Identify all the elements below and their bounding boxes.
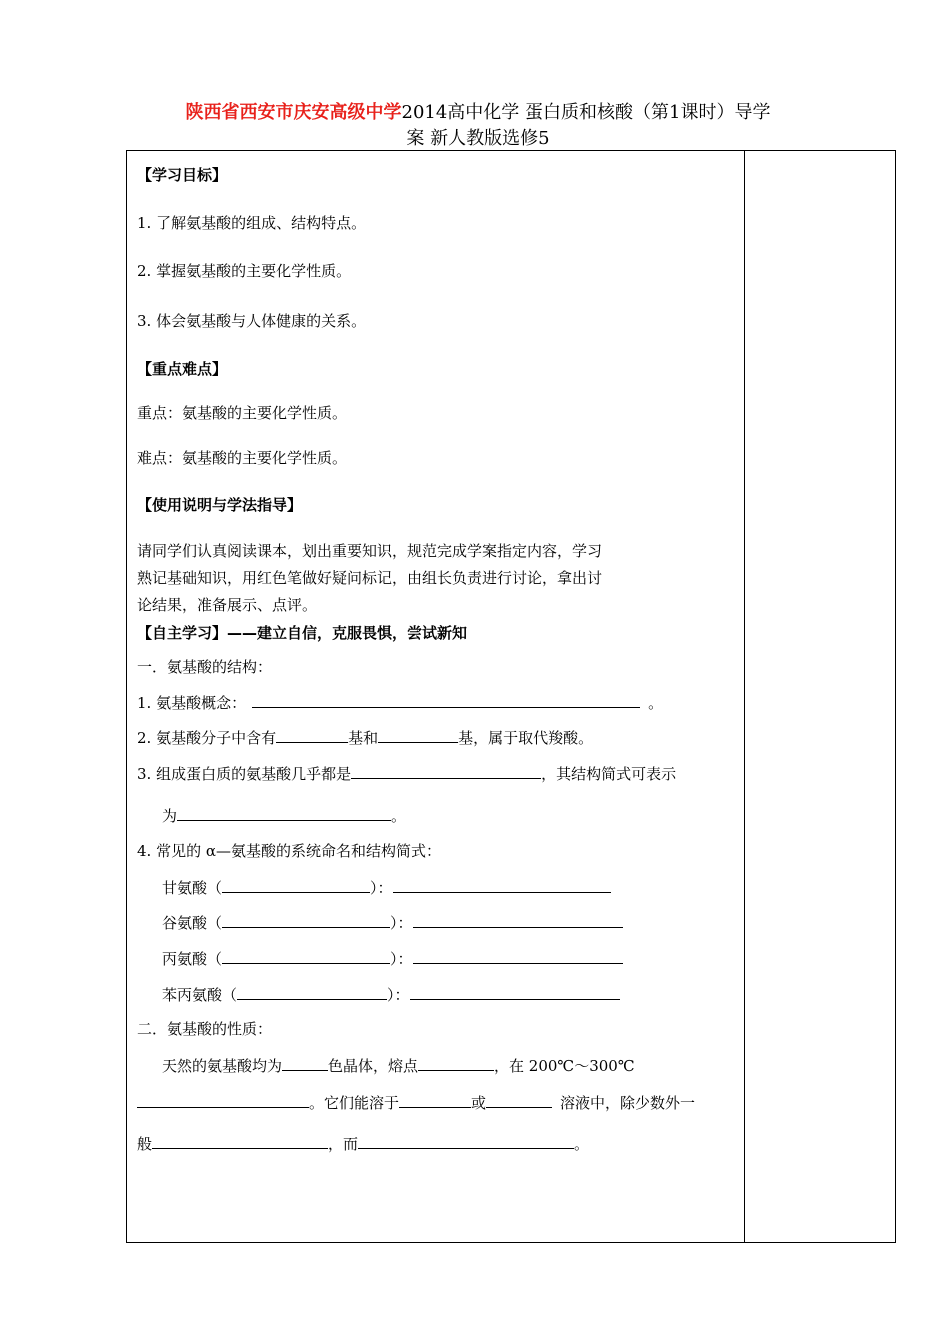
p2-text-c: 溶液中，除少数外一 [560,1094,696,1112]
column-divider [744,150,745,1243]
q3-blank-1[interactable] [351,764,541,779]
q2-text-b: 基和 [348,729,379,747]
paren-open: （ [222,986,238,1004]
paren-open: （ [207,879,223,897]
q3-text-b: ，其结构简式可表示 [541,765,677,783]
paren-close: ）： [370,879,393,897]
q1-label: 1. 氨基酸概念： [137,694,247,712]
systematic-name-blank[interactable] [222,949,390,964]
q3-text-c: 为 [162,807,178,825]
systematic-name-blank[interactable] [222,878,370,893]
section-properties-heading: 二．氨基酸的性质： [137,1020,273,1038]
amino-row-phenylalanine [162,985,620,1004]
difficult-point: 难点：氨基酸的主要化学性质。 [137,449,348,467]
guide-line-2: 熟记基础知识，用红色笔做好疑问标记，由组长负责进行讨论，拿出讨 [137,569,603,587]
p1-text-b: 色晶体，熔点 [328,1057,419,1075]
q1-end: 。 [648,694,664,712]
goals-heading: 【学习目标】 [137,166,228,184]
guide-line-1: 请同学们认真阅读课本，划出重要知识，规范完成学案指定内容，学习 [137,542,603,560]
q3-blank-2[interactable] [177,806,391,821]
systematic-name-blank[interactable] [237,985,387,1000]
properties-line-3 [137,1134,589,1153]
formula-blank[interactable] [413,949,623,964]
p3-text-c: 。 [574,1135,590,1153]
q2-text-c: 基，属于取代羧酸。 [458,729,594,747]
key-points-heading: 【重点难点】 [137,360,228,378]
self-study-heading: 【自主学习】——建立自信，克服畏惧，尝试新知 [137,624,468,642]
p1-text-c: ，在 200℃～300℃ [494,1057,635,1075]
amino-row-glutamic [162,913,623,932]
section-structure-heading: 一．氨基酸的结构： [137,658,273,676]
p3-text-a: 般 [137,1135,153,1153]
p1-blank-2[interactable] [418,1056,494,1071]
p1-text-a: 天然的氨基酸均为 [162,1057,283,1075]
p2-blank-1[interactable] [137,1093,309,1108]
title-rest: 2014高中化学 蛋白质和核酸（第1课时）导学 [401,102,771,123]
title-line2: 案 新人教版选修5 [406,128,550,149]
properties-line-2 [137,1093,695,1112]
key-point: 重点：氨基酸的主要化学性质。 [137,404,348,422]
p3-blank-1[interactable] [152,1134,328,1149]
school-name: 陕西省西安市庆安高级中学 [185,102,402,123]
question-3 [137,764,676,783]
paren-open: （ [207,914,223,932]
question-4: 4. 常见的 α—氨基酸的系统命名和结构简式： [137,842,441,860]
question-2 [137,728,593,747]
p3-text-b: ，而 [328,1135,359,1153]
amino-row-alanine [162,949,623,968]
guide-line-3: 论结果，准备展示、点评。 [137,596,318,614]
p2-blank-2[interactable] [399,1093,471,1108]
formula-blank[interactable] [393,878,611,893]
goal-item-2: 2. 掌握氨基酸的主要化学性质。 [137,262,352,280]
paren-close: ）： [390,950,413,968]
p2-text-a: 。它们能溶于 [309,1094,400,1112]
q3-text-d: 。 [391,807,407,825]
q2-blank-1[interactable] [276,728,348,743]
paren-close: ）： [387,986,410,1004]
p1-blank-1[interactable] [282,1056,328,1071]
amino-name: 苯丙氨酸 [162,986,223,1004]
q3-text-a: 3. 组成蛋白质的氨基酸几乎都是 [137,765,352,783]
guide-heading: 【使用说明与学法指导】 [137,496,303,514]
paren-close: ）： [390,914,413,932]
document-title [118,100,838,152]
p3-blank-2[interactable] [358,1134,574,1149]
formula-blank[interactable] [413,913,623,928]
q2-blank-2[interactable] [378,728,458,743]
question-1 [137,693,663,712]
formula-blank[interactable] [410,985,620,1000]
properties-line-1 [162,1056,635,1075]
amino-row-glycine [162,878,611,897]
paren-open: （ [207,950,223,968]
question-3-cont [162,806,406,825]
amino-name: 甘氨酸 [162,879,208,897]
systematic-name-blank[interactable] [222,913,390,928]
p2-text-b: 或 [471,1094,487,1112]
goal-item-1: 1. 了解氨基酸的组成、结构特点。 [137,214,367,232]
q2-text-a: 2. 氨基酸分子中含有 [137,729,277,747]
amino-name: 丙氨酸 [162,950,208,968]
p2-blank-3[interactable] [486,1093,552,1108]
amino-name: 谷氨酸 [162,914,208,932]
q1-blank[interactable] [252,693,640,708]
goal-item-3: 3. 体会氨基酸与人体健康的关系。 [137,312,367,330]
